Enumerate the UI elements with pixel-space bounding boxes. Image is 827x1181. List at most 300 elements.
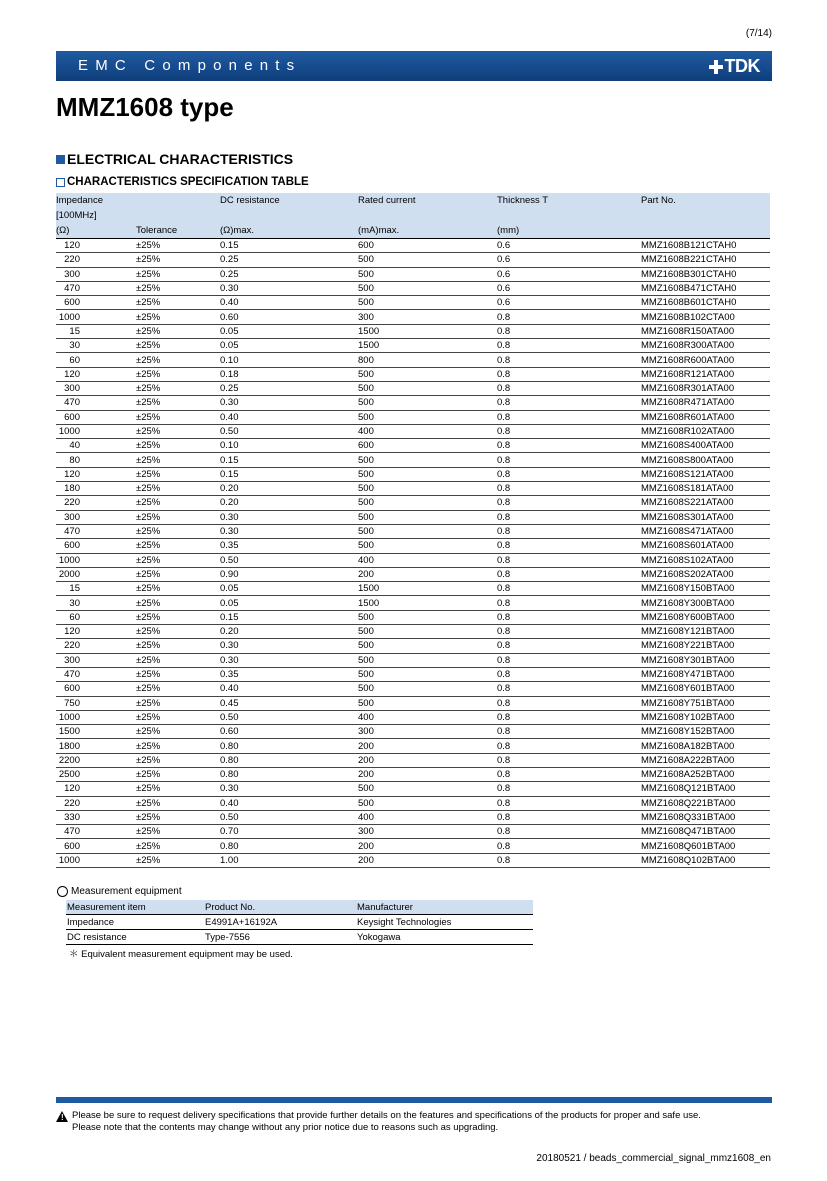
table-row [56, 324, 770, 338]
dc-resistance-cell: 0.20 [220, 496, 358, 510]
hdr-frequency: [100MHz] [56, 210, 97, 221]
thickness-cell: 0.8 [497, 396, 641, 410]
part-no-cell: MMZ1608S601ATA00 [641, 539, 770, 553]
rated-current-cell: 1500 [358, 324, 497, 338]
tolerance-cell: ±25% [136, 796, 220, 810]
circle-icon [57, 886, 68, 897]
rated-current-cell: 500 [358, 467, 497, 481]
rated-current-cell: 500 [358, 782, 497, 796]
tolerance-cell: ±25% [136, 539, 220, 553]
impedance-cell: 330 [56, 810, 136, 824]
tolerance-cell: ±25% [136, 639, 220, 653]
dc-resistance-cell: 0.60 [220, 310, 358, 324]
thickness-cell: 0.8 [497, 582, 641, 596]
part-no-cell: MMZ1608R471ATA00 [641, 396, 770, 410]
hdr-rated-current: Rated current [358, 195, 416, 206]
thickness-cell: 0.6 [497, 239, 641, 253]
thickness-cell: 0.8 [497, 453, 641, 467]
measurement-heading-text: Measurement equipment [71, 886, 182, 897]
tolerance-cell: ±25% [136, 767, 220, 781]
dc-resistance-cell: 0.90 [220, 567, 358, 581]
hdr-tolerance: Tolerance [136, 223, 220, 239]
warning-icon: ! [56, 1111, 68, 1122]
impedance-cell: 120 [56, 782, 136, 796]
impedance-cell: 1000 [56, 853, 136, 867]
dc-resistance-cell: 0.50 [220, 553, 358, 567]
tolerance-cell: ±25% [136, 710, 220, 724]
tolerance-cell: ±25% [136, 596, 220, 610]
thickness-cell: 0.8 [497, 753, 641, 767]
table-row [56, 696, 770, 710]
table-row [56, 782, 770, 796]
impedance-cell: 220 [56, 639, 136, 653]
warning-line-2: Please note that the contents may change without any prior notice due to reasons such as upgrading. [72, 1122, 499, 1133]
rated-current-cell: 200 [358, 767, 497, 781]
part-no-cell: MMZ1608Y102BTA00 [641, 710, 770, 724]
thickness-cell: 0.8 [497, 710, 641, 724]
tolerance-cell: ±25% [136, 553, 220, 567]
rated-current-cell: 500 [358, 267, 497, 281]
impedance-cell: 470 [56, 396, 136, 410]
part-no-cell: MMZ1608S800ATA00 [641, 453, 770, 467]
thickness-cell: 0.6 [497, 296, 641, 310]
meas-cell: Yokogawa [356, 930, 533, 945]
tolerance-cell: ±25% [136, 810, 220, 824]
impedance-cell: 300 [56, 510, 136, 524]
meas-hdr-manufacturer: Manufacturer [356, 900, 533, 915]
hdr-ohm-unit: (Ω) [56, 223, 136, 239]
part-no-cell: MMZ1608Q331BTA00 [641, 810, 770, 824]
dc-resistance-cell: 0.30 [220, 639, 358, 653]
impedance-cell: 80 [56, 453, 136, 467]
thickness-cell: 0.8 [497, 424, 641, 438]
part-no-cell: MMZ1608R300ATA00 [641, 339, 770, 353]
part-no-cell: MMZ1608Q601BTA00 [641, 839, 770, 853]
tolerance-cell: ±25% [136, 381, 220, 395]
dc-resistance-cell: 0.40 [220, 796, 358, 810]
part-no-cell: MMZ1608Y221BTA00 [641, 639, 770, 653]
footer-warning [56, 1110, 701, 1134]
dc-resistance-cell: 0.50 [220, 424, 358, 438]
thickness-cell: 0.8 [497, 796, 641, 810]
thickness-cell: 0.8 [497, 653, 641, 667]
thickness-cell: 0.8 [497, 639, 641, 653]
header-banner [56, 51, 772, 81]
rated-current-cell: 500 [358, 796, 497, 810]
table-row [56, 582, 770, 596]
rated-current-cell: 500 [358, 367, 497, 381]
tdk-logo-text: TDK [724, 56, 760, 76]
thickness-cell: 0.8 [497, 682, 641, 696]
part-no-cell: MMZ1608S102ATA00 [641, 553, 770, 567]
table-row [56, 810, 770, 824]
tolerance-cell: ±25% [136, 625, 220, 639]
dc-resistance-cell: 1.00 [220, 853, 358, 867]
part-no-cell: MMZ1608Q221BTA00 [641, 796, 770, 810]
rated-current-cell: 200 [358, 739, 497, 753]
impedance-cell: 1000 [56, 310, 136, 324]
part-no-cell: MMZ1608Y471BTA00 [641, 667, 770, 681]
impedance-cell: 2500 [56, 767, 136, 781]
part-no-cell: MMZ1608B221CTAH0 [641, 253, 770, 267]
part-no-cell: MMZ1608S202ATA00 [641, 567, 770, 581]
thickness-cell: 0.8 [497, 553, 641, 567]
impedance-cell: 120 [56, 467, 136, 481]
spec-table [56, 193, 770, 868]
dc-resistance-cell: 0.50 [220, 710, 358, 724]
table-row [56, 467, 770, 481]
thickness-cell: 0.8 [497, 410, 641, 424]
dc-resistance-cell: 0.35 [220, 667, 358, 681]
part-no-cell: MMZ1608B102CTA00 [641, 310, 770, 324]
thickness-cell: 0.8 [497, 467, 641, 481]
tolerance-cell: ±25% [136, 267, 220, 281]
table-row [56, 310, 770, 324]
dc-resistance-cell: 0.20 [220, 625, 358, 639]
impedance-cell: 220 [56, 796, 136, 810]
dc-resistance-cell: 0.40 [220, 682, 358, 696]
part-no-cell: MMZ1608A182BTA00 [641, 739, 770, 753]
hdr-impedance: Impedance [56, 195, 104, 206]
tolerance-cell: ±25% [136, 524, 220, 538]
meas-hdr-item: Measurement item [66, 900, 204, 915]
table-row [56, 567, 770, 581]
part-no-cell: MMZ1608S121ATA00 [641, 467, 770, 481]
impedance-cell: 120 [56, 625, 136, 639]
hdr-dc-unit: (Ω)max. [220, 223, 358, 239]
thickness-cell: 0.8 [497, 482, 641, 496]
rated-current-cell: 500 [358, 682, 497, 696]
tolerance-cell: ±25% [136, 739, 220, 753]
tolerance-cell: ±25% [136, 567, 220, 581]
table-row [56, 296, 770, 310]
table-row [56, 825, 770, 839]
impedance-cell: 180 [56, 482, 136, 496]
thickness-cell: 0.8 [497, 539, 641, 553]
rated-current-cell: 800 [358, 353, 497, 367]
table-row [56, 625, 770, 639]
dc-resistance-cell: 0.80 [220, 753, 358, 767]
hdr-part-no: Part No. [641, 195, 676, 206]
table-row [56, 682, 770, 696]
dc-resistance-cell: 0.25 [220, 381, 358, 395]
part-no-cell: MMZ1608Y121BTA00 [641, 625, 770, 639]
thickness-cell: 0.6 [497, 267, 641, 281]
part-no-cell: MMZ1608S400ATA00 [641, 439, 770, 453]
tdk-logo [709, 56, 761, 77]
thickness-cell: 0.8 [497, 739, 641, 753]
impedance-cell: 750 [56, 696, 136, 710]
impedance-cell: 300 [56, 267, 136, 281]
dc-resistance-cell: 0.05 [220, 582, 358, 596]
tolerance-cell: ±25% [136, 324, 220, 338]
rated-current-cell: 500 [358, 453, 497, 467]
impedance-cell: 15 [56, 582, 136, 596]
dc-resistance-cell: 0.15 [220, 453, 358, 467]
dc-resistance-cell: 0.30 [220, 396, 358, 410]
table-row [56, 281, 770, 295]
dc-resistance-cell: 0.18 [220, 367, 358, 381]
meas-hdr-product: Product No. [204, 900, 356, 915]
rated-current-cell: 300 [358, 725, 497, 739]
thickness-cell: 0.8 [497, 353, 641, 367]
part-no-cell: MMZ1608Y751BTA00 [641, 696, 770, 710]
part-no-cell: MMZ1608Q102BTA00 [641, 853, 770, 867]
thickness-cell: 0.8 [497, 610, 641, 624]
impedance-cell: 470 [56, 667, 136, 681]
impedance-cell: 1500 [56, 725, 136, 739]
rated-current-cell: 500 [358, 696, 497, 710]
tolerance-cell: ±25% [136, 239, 220, 253]
dc-resistance-cell: 0.15 [220, 467, 358, 481]
table-row [56, 596, 770, 610]
table-row [56, 753, 770, 767]
rated-current-cell: 400 [358, 553, 497, 567]
rated-current-cell: 300 [358, 825, 497, 839]
part-no-cell: MMZ1608R600ATA00 [641, 353, 770, 367]
table-row [56, 767, 770, 781]
table-row [56, 853, 770, 867]
tolerance-cell: ±25% [136, 667, 220, 681]
hdr-thickness-unit: (mm) [497, 223, 641, 239]
dc-resistance-cell: 0.15 [220, 239, 358, 253]
hdr-dc-resistance: DC resistance [220, 195, 280, 206]
dc-resistance-cell: 0.80 [220, 767, 358, 781]
rated-current-cell: 500 [358, 539, 497, 553]
table-row [56, 524, 770, 538]
table-row [56, 267, 770, 281]
rated-current-cell: 500 [358, 296, 497, 310]
dc-resistance-cell: 0.30 [220, 510, 358, 524]
tolerance-cell: ±25% [136, 825, 220, 839]
tolerance-cell: ±25% [136, 439, 220, 453]
rated-current-cell: 200 [358, 853, 497, 867]
tolerance-cell: ±25% [136, 410, 220, 424]
table-row [56, 396, 770, 410]
tolerance-cell: ±25% [136, 653, 220, 667]
tolerance-cell: ±25% [136, 782, 220, 796]
part-no-cell: MMZ1608Q121BTA00 [641, 782, 770, 796]
part-no-cell: MMZ1608Y301BTA00 [641, 653, 770, 667]
impedance-cell: 470 [56, 524, 136, 538]
tolerance-cell: ±25% [136, 839, 220, 853]
part-no-cell: MMZ1608B471CTAH0 [641, 281, 770, 295]
rated-current-cell: 500 [358, 253, 497, 267]
part-no-cell: MMZ1608B121CTAH0 [641, 239, 770, 253]
part-no-cell: MMZ1608S471ATA00 [641, 524, 770, 538]
dc-resistance-cell: 0.10 [220, 439, 358, 453]
rated-current-cell: 400 [358, 810, 497, 824]
impedance-cell: 2000 [56, 567, 136, 581]
thickness-cell: 0.8 [497, 367, 641, 381]
impedance-cell: 2200 [56, 753, 136, 767]
table-row [66, 930, 533, 945]
tolerance-cell: ±25% [136, 510, 220, 524]
rated-current-cell: 500 [358, 281, 497, 295]
dc-resistance-cell: 0.50 [220, 810, 358, 824]
rated-current-cell: 500 [358, 610, 497, 624]
thickness-cell: 0.8 [497, 810, 641, 824]
dc-resistance-cell: 0.10 [220, 353, 358, 367]
table-row [56, 710, 770, 724]
rated-current-cell: 600 [358, 439, 497, 453]
thickness-cell: 0.8 [497, 725, 641, 739]
table-row [56, 410, 770, 424]
thickness-cell: 0.8 [497, 825, 641, 839]
meas-cell: Keysight Technologies [356, 915, 533, 930]
tolerance-cell: ±25% [136, 682, 220, 696]
table-row [56, 381, 770, 395]
measurement-table [66, 900, 533, 945]
table-row [56, 839, 770, 853]
tolerance-cell: ±25% [136, 696, 220, 710]
rated-current-cell: 1500 [358, 582, 497, 596]
table-row [56, 239, 770, 253]
section-heading [56, 151, 293, 167]
part-no-cell: MMZ1608Y150BTA00 [641, 582, 770, 596]
thickness-cell: 0.8 [497, 625, 641, 639]
thickness-cell: 0.8 [497, 324, 641, 338]
dc-resistance-cell: 0.30 [220, 653, 358, 667]
rated-current-cell: 500 [358, 396, 497, 410]
meas-cell: Impedance [66, 915, 204, 930]
part-no-cell: MMZ1608Q471BTA00 [641, 825, 770, 839]
tolerance-cell: ±25% [136, 482, 220, 496]
measurement-note: ＊ Equivalent measurement equipment may be used. [69, 949, 293, 960]
hdr-thickness: Thickness T [497, 195, 549, 206]
impedance-cell: 300 [56, 381, 136, 395]
table-row [56, 539, 770, 553]
thickness-cell: 0.8 [497, 696, 641, 710]
thickness-cell: 0.8 [497, 839, 641, 853]
part-no-cell: MMZ1608R121ATA00 [641, 367, 770, 381]
rated-current-cell: 500 [358, 510, 497, 524]
part-no-cell: MMZ1608S221ATA00 [641, 496, 770, 510]
impedance-cell: 120 [56, 367, 136, 381]
rated-current-cell: 500 [358, 639, 497, 653]
rated-current-cell: 400 [358, 710, 497, 724]
meas-cell: DC resistance [66, 930, 204, 945]
dc-resistance-cell: 0.15 [220, 610, 358, 624]
dc-resistance-cell: 0.80 [220, 739, 358, 753]
impedance-cell: 1800 [56, 739, 136, 753]
impedance-cell: 60 [56, 353, 136, 367]
dc-resistance-cell: 0.30 [220, 281, 358, 295]
rated-current-cell: 500 [358, 653, 497, 667]
tolerance-cell: ±25% [136, 424, 220, 438]
tolerance-cell: ±25% [136, 610, 220, 624]
rated-current-cell: 500 [358, 524, 497, 538]
part-no-cell: MMZ1608R102ATA00 [641, 424, 770, 438]
thickness-cell: 0.8 [497, 767, 641, 781]
rated-current-cell: 200 [358, 753, 497, 767]
table-row [56, 253, 770, 267]
impedance-cell: 600 [56, 682, 136, 696]
meas-cell: Type-7556 [204, 930, 356, 945]
table-row [56, 453, 770, 467]
dc-resistance-cell: 0.70 [220, 825, 358, 839]
part-no-cell: MMZ1608A252BTA00 [641, 767, 770, 781]
impedance-cell: 15 [56, 324, 136, 338]
rated-current-cell: 500 [358, 496, 497, 510]
impedance-cell: 1000 [56, 710, 136, 724]
tolerance-cell: ±25% [136, 582, 220, 596]
thickness-cell: 0.8 [497, 510, 641, 524]
thickness-cell: 0.8 [497, 853, 641, 867]
tolerance-cell: ±25% [136, 753, 220, 767]
table-row [56, 339, 770, 353]
rated-current-cell: 500 [358, 667, 497, 681]
part-no-cell: MMZ1608R301ATA00 [641, 381, 770, 395]
impedance-cell: 30 [56, 339, 136, 353]
tolerance-cell: ±25% [136, 453, 220, 467]
table-row [56, 667, 770, 681]
dc-resistance-cell: 0.60 [220, 725, 358, 739]
thickness-cell: 0.8 [497, 310, 641, 324]
impedance-cell: 600 [56, 539, 136, 553]
dc-resistance-cell: 0.45 [220, 696, 358, 710]
tolerance-cell: ±25% [136, 496, 220, 510]
page-number: (7/14) [745, 28, 772, 39]
banner-title: EMC Components [78, 57, 302, 74]
tolerance-cell: ±25% [136, 853, 220, 867]
warning-line-1: Please be sure to request delivery specifications that provide further details on the features and specifications of the products for proper and safe use. [72, 1110, 701, 1121]
subsection-heading-text: CHARACTERISTICS SPECIFICATION TABLE [67, 176, 309, 188]
hdr-rated-unit: (mA)max. [358, 223, 497, 239]
part-no-cell: MMZ1608R601ATA00 [641, 410, 770, 424]
document-id: 20180521 / beads_commercial_signal_mmz1608_en [536, 1153, 771, 1164]
rated-current-cell: 500 [358, 625, 497, 639]
measurement-heading [57, 886, 182, 897]
thickness-cell: 0.8 [497, 496, 641, 510]
part-no-cell: MMZ1608Y600BTA00 [641, 610, 770, 624]
thickness-cell: 0.8 [497, 667, 641, 681]
dc-resistance-cell: 0.20 [220, 482, 358, 496]
dc-resistance-cell: 0.05 [220, 596, 358, 610]
rated-current-cell: 500 [358, 482, 497, 496]
part-no-cell: MMZ1608S181ATA00 [641, 482, 770, 496]
tolerance-cell: ±25% [136, 296, 220, 310]
tolerance-cell: ±25% [136, 281, 220, 295]
thickness-cell: 0.8 [497, 596, 641, 610]
table-row [56, 639, 770, 653]
impedance-cell: 220 [56, 496, 136, 510]
meas-cell: E4991A+16192A [204, 915, 356, 930]
tolerance-cell: ±25% [136, 725, 220, 739]
table-row [56, 725, 770, 739]
table-row [56, 553, 770, 567]
thickness-cell: 0.8 [497, 339, 641, 353]
table-row [56, 653, 770, 667]
dc-resistance-cell: 0.05 [220, 324, 358, 338]
tolerance-cell: ±25% [136, 353, 220, 367]
tolerance-cell: ±25% [136, 310, 220, 324]
dc-resistance-cell: 0.40 [220, 296, 358, 310]
part-no-cell: MMZ1608Y152BTA00 [641, 725, 770, 739]
rated-current-cell: 1500 [358, 339, 497, 353]
dc-resistance-cell: 0.25 [220, 267, 358, 281]
thickness-cell: 0.8 [497, 439, 641, 453]
table-row [56, 482, 770, 496]
thickness-cell: 0.6 [497, 253, 641, 267]
rated-current-cell: 400 [358, 424, 497, 438]
part-no-cell: MMZ1608Y601BTA00 [641, 682, 770, 696]
section-heading-text: ELECTRICAL CHARACTERISTICS [67, 151, 294, 167]
impedance-cell: 30 [56, 596, 136, 610]
table-row [56, 510, 770, 524]
thickness-cell: 0.8 [497, 567, 641, 581]
subsection-heading [56, 176, 309, 188]
